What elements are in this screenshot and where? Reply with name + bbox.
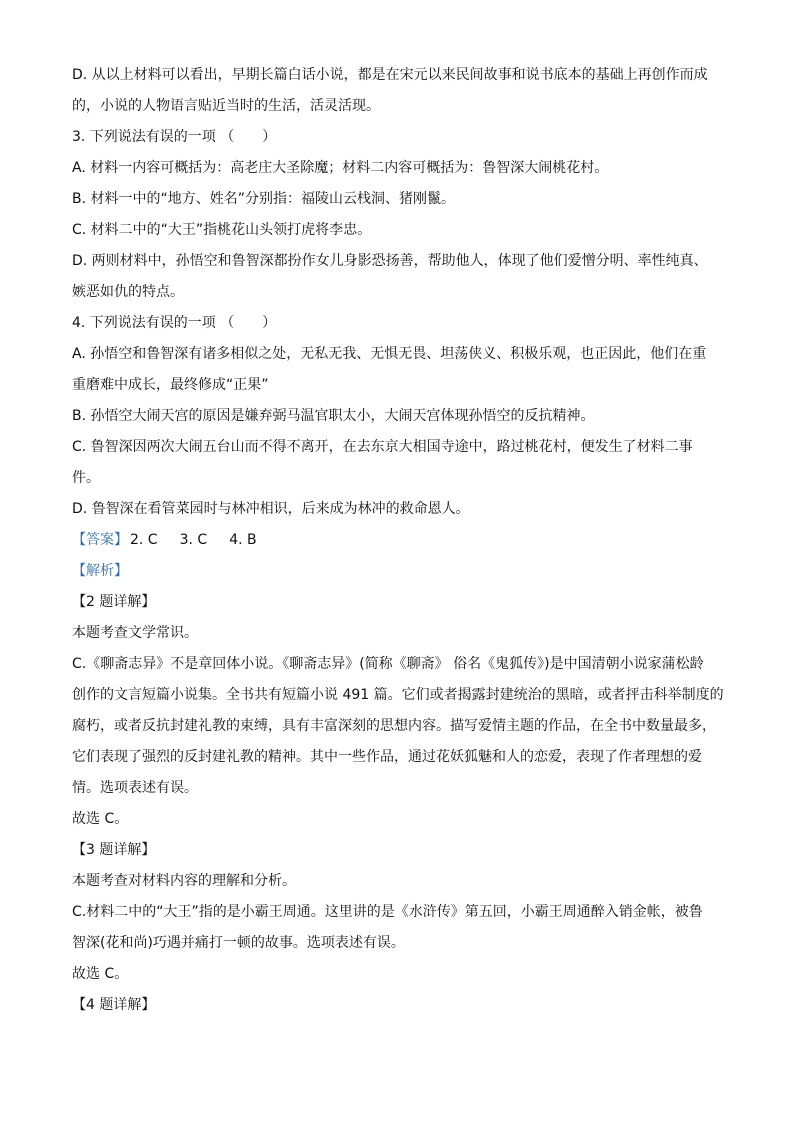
question-4-stem: 4. 下列说法有误的一项 （ ） — [72, 315, 277, 331]
section-2-line: 情。选项表述有误。 — [72, 780, 198, 796]
question-4-option-d: D. 鲁智深在看管菜园时与林冲相识，后来成为林冲的救命恩人。 — [72, 501, 470, 517]
document-body — [72, 60, 724, 1021]
text-line: 的，小说的人物语言贴近当时的生活，活灵活现。 — [72, 98, 380, 114]
section-3-line: 智深(花和尚)巧遇并痛打一顿的故事。选项表述有误。 — [72, 935, 405, 951]
section-2-line: 本题考查文学常识。 — [72, 625, 198, 641]
text-line: 件。 — [72, 470, 100, 486]
section-3-line: 故选 C。 — [72, 966, 129, 982]
section-4-tag: 【4 题详解】 — [72, 997, 156, 1013]
question-4-option-c: C. 鲁智深因两次大闹五台山而不得不离开，在去东京大相国寺途中，路过桃花村，便发生了材料二事 — [72, 439, 693, 455]
text-line: 嫉恶如仇的特点。 — [72, 284, 184, 300]
question-4-option-b: B. 孙悟空大闹天宫的原因是嫌弃弼马温官职太小，大闹天宫体现孙悟空的反抗精神。 — [72, 408, 595, 424]
section-2-line: 它们表现了强烈的反封建礼教的精神。其中一些作品，通过花妖狐魅和人的恋爱，表现了作者理想的爱 — [72, 749, 702, 765]
analysis-tag: 【解析】 — [72, 563, 128, 579]
text-line: 重磨难中成长，最终修成“正果” — [72, 377, 269, 393]
question-3-option-b: B. 材料一中的“地方、姓名”分别指：福陵山云栈洞、猪刚鬣。 — [72, 191, 456, 207]
answer-line — [72, 525, 724, 556]
section-2-line: C.《聊斋志异》不是章回体小说。《聊斋志异》(简称《聊斋》 俗名《鬼狐传》)是中国清朝小说家蒲松龄 — [72, 656, 704, 672]
section-2-tag: 【2 题详解】 — [72, 594, 156, 610]
section-3-line: C.材料二中的“大王”指的是小霸王周通。这里讲的是《水浒传》第五回，小霸王周通醉入销金帐，被鲁 — [72, 904, 703, 920]
question-3-option-d: D. 两则材料中，孙悟空和鲁智深都扮作女儿身影恐扬善，帮助他人，体现了他们爱憎分明、率性纯真、 — [72, 253, 708, 269]
answer-2: 2. C — [130, 532, 158, 548]
section-2-line: 创作的文言短篇小说集。全书共有短篇小说 491 篇。它们或者揭露封建统治的黑暗，或者抨击科举制度的 — [72, 687, 724, 703]
answer-4: 4. B — [229, 532, 257, 548]
text-line: D. 从以上材料可以看出，早期长篇白话小说，都是在宋元以来民间故事和说书底本的基础上再创作而成 — [72, 67, 708, 83]
section-2-line: 腐朽，或者反抗封建礼教的束缚，具有丰富深刻的思想内容。描写爱情主题的作品，在全书中数量最多， — [72, 718, 716, 734]
section-2-line: 故选 C。 — [72, 811, 129, 827]
question-3-option-a: A. 材料一内容可概括为：高老庄大圣除魔；材料二内容可概括为：鲁智深大闹桃花村。 — [72, 160, 609, 176]
section-3-line: 本题考查对材料内容的理解和分析。 — [72, 873, 296, 889]
question-3-stem: 3. 下列说法有误的一项 （ ） — [72, 129, 277, 145]
answer-tag: 【答案】 — [72, 532, 128, 548]
answer-3: 3. C — [179, 532, 208, 548]
section-3-tag: 【3 题详解】 — [72, 842, 156, 858]
question-3-option-c: C. 材料二中的“大王”指桃花山头领打虎将李忠。 — [72, 222, 372, 238]
question-4-option-a: A. 孙悟空和鲁智深有诸多相似之处，无私无我、无惧无畏、坦荡侠义、积极乐观，也正因此，他们在重 — [72, 346, 707, 362]
